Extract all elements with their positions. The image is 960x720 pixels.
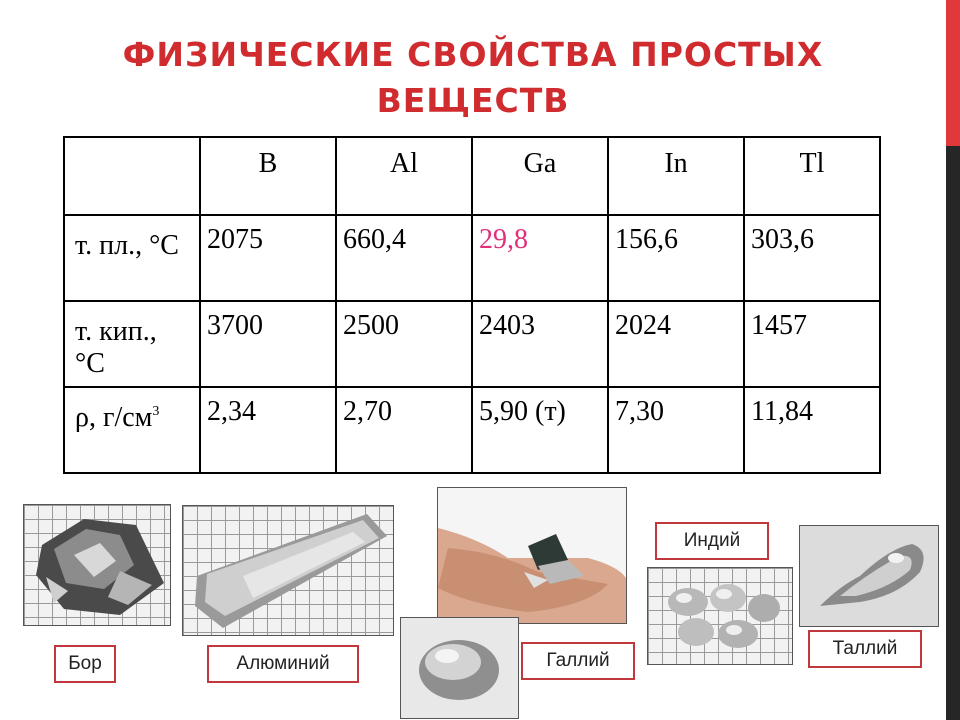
aluminium-label: Алюминий: [207, 645, 359, 683]
thallium-label: Таллий: [808, 630, 922, 668]
row-label-density: [64, 387, 200, 473]
density-label-text: ρ, г/см: [75, 402, 153, 433]
gallium-hand-photo: [437, 487, 627, 624]
properties-table: [63, 136, 881, 474]
cell-tl-boiling: 1457: [744, 301, 880, 387]
boron-image: [24, 505, 170, 625]
table-row-boiling: [64, 301, 880, 387]
table-corner-cell: [64, 137, 200, 215]
cell-al-density: 2,70: [336, 387, 472, 473]
table-header-row: [64, 137, 880, 215]
indium-photo: [647, 567, 793, 665]
cell-al-boiling: 2500: [336, 301, 472, 387]
header-in: In: [608, 137, 744, 215]
indium-image: [648, 568, 792, 664]
cell-in-boiling: 2024: [608, 301, 744, 387]
gallium-hand-image: [438, 488, 626, 623]
cell-al-melting: 660,4: [336, 215, 472, 301]
cell-in-density: 7,30: [608, 387, 744, 473]
table-row-melting: [64, 215, 880, 301]
thallium-image: [800, 526, 938, 626]
header-ga: Ga: [472, 137, 608, 215]
row-label-melting: т. пл., °С: [64, 215, 200, 301]
boron-photo: [23, 504, 171, 626]
boron-label: Бор: [54, 645, 116, 683]
row-label-boiling: т. кип., °С: [64, 301, 200, 387]
header-tl: Tl: [744, 137, 880, 215]
cell-ga-melting: 29,8: [472, 215, 608, 301]
indium-label: Индий: [655, 522, 769, 560]
cell-b-density: 2,34: [200, 387, 336, 473]
cell-ga-boiling: 2403: [472, 301, 608, 387]
aluminium-photo: [182, 505, 394, 636]
thallium-photo: [799, 525, 939, 627]
cell-in-melting: 156,6: [608, 215, 744, 301]
gallium-drop-image: [401, 618, 518, 718]
header-b: B: [200, 137, 336, 215]
cell-b-melting: 2075: [200, 215, 336, 301]
density-label-sup: 3: [152, 404, 160, 419]
slide-title: ФИЗИЧЕСКИЕ СВОЙСТВА ПРОСТЫХ ВЕЩЕСТВ: [122, 35, 824, 120]
gallium-drop-photo: [400, 617, 519, 719]
cell-ga-density: 5,90 (т): [472, 387, 608, 473]
cell-tl-melting: 303,6: [744, 215, 880, 301]
cell-tl-density: 11,84: [744, 387, 880, 473]
side-accent-red: [946, 0, 960, 146]
cell-b-boiling: 3700: [200, 301, 336, 387]
gallium-label: Галлий: [521, 642, 635, 680]
aluminium-image: [183, 506, 393, 635]
header-al: Al: [336, 137, 472, 215]
table-row-density: [64, 387, 880, 473]
